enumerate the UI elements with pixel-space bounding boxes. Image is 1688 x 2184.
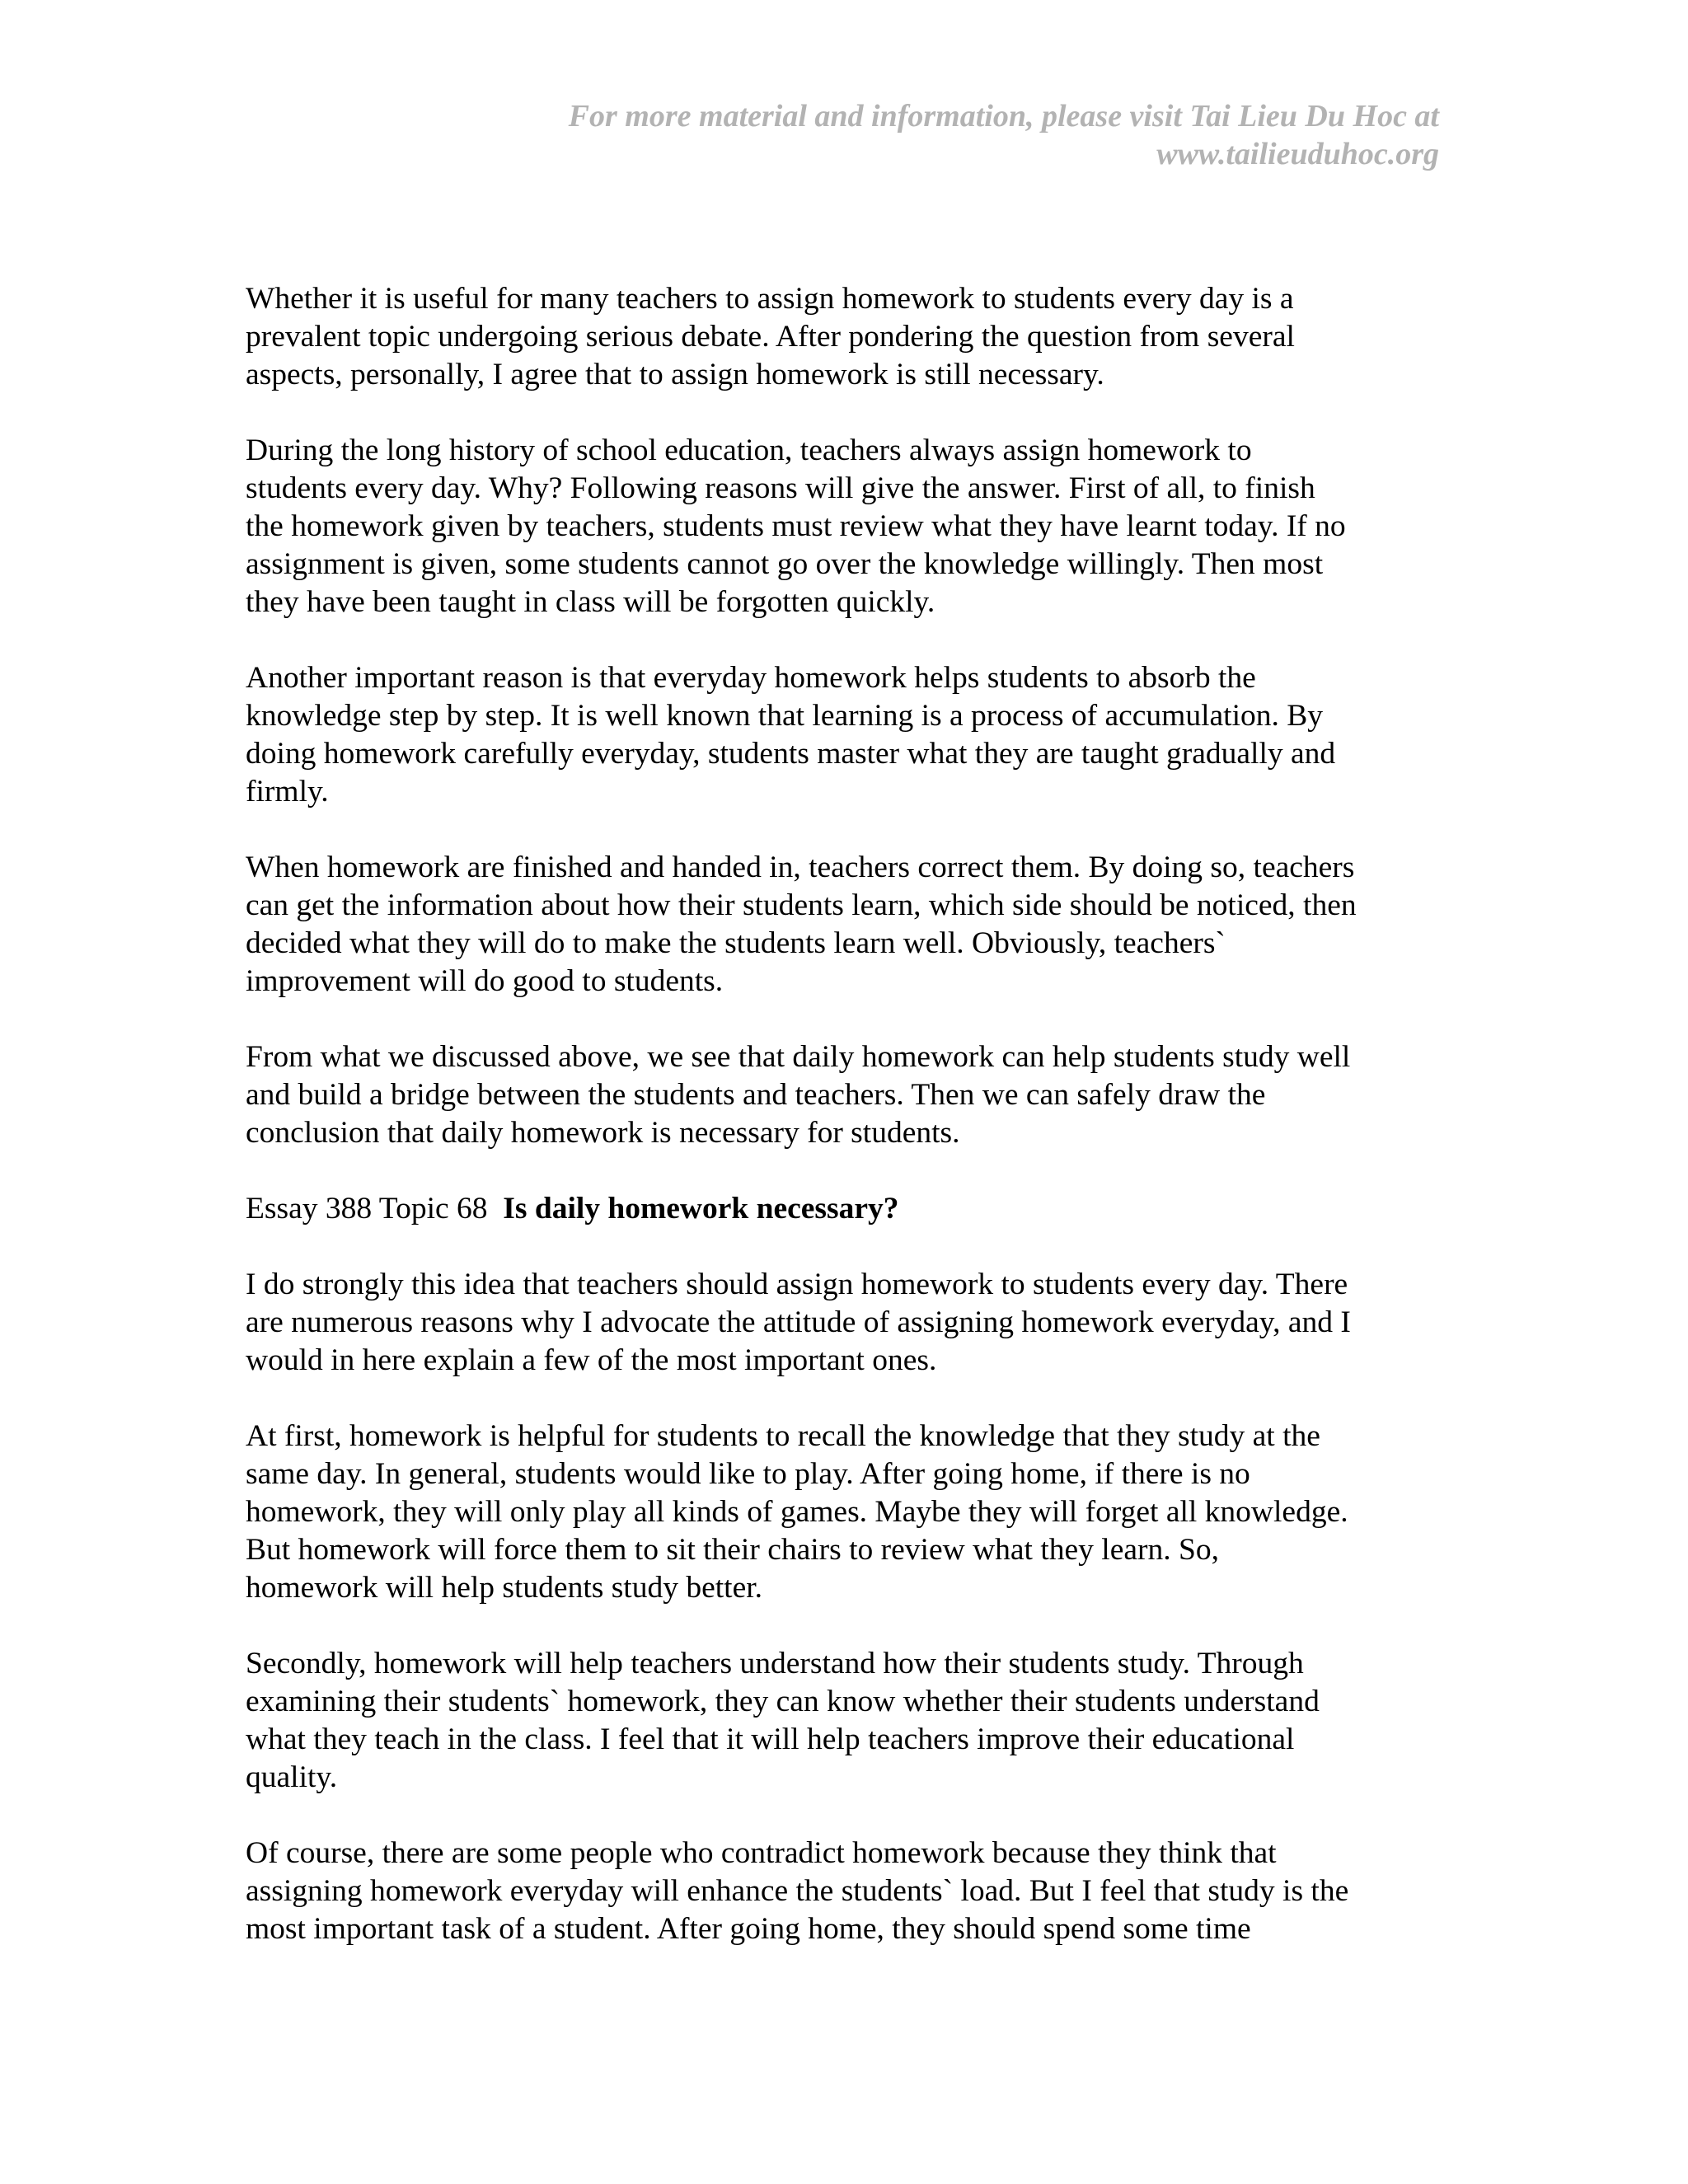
paragraph: Of course, there are some people who contradict homework because they think that assigning homework everyday will enhance the students` load. But I feel that study is the most important task of a student. After going home, they should spend some time [246,1836,1349,1946]
essay-heading [246,1190,1449,1228]
paragraph: Secondly, homework will help teachers understand how their students study. Through examining their students` homework, they can know whether their students understand what they teach in the class. I feel that it will help teachers improve their educational quality. [246,1647,1320,1794]
essay-title: Is daily homework necessary? [503,1192,899,1226]
paragraph: Whether it is useful for many teachers to assign homework to students every day is a prevalent topic undergoing serious debate. After pondering the question from several aspects, personally, I agree that to assign homework is still necessary. [246,282,1295,391]
paragraph: Another important reason is that everyday homework helps students to absorb the knowledge step by step. It is well known that learning is a process of accumulation. By doing homework carefully everyday, students master what they are taught gradually and firmly. [246,661,1336,808]
header-website: www.tailieuduhoc.org [1156,137,1439,171]
paragraph: When homework are finished and handed in, teachers correct them. By doing so, teachers can get the information about how their students learn, which side should be noticed, then decided what they will do to make the students learn well. Obviously, teachers` improvement will do good to students. [246,851,1357,998]
paragraph: At first, homework is helpful for students to recall the knowledge that they study at the same day. In general, students would like to play. After going home, if there is no homework, they will only play all kinds of games. Maybe they will forget all knowledge. But homework will force them to sit their chairs to review what they learn. So, homework will help students study better. [246,1419,1348,1605]
header-line-1: For more material and information, please visit Tai Lieu Du Hoc at [568,99,1439,134]
paragraph: From what we discussed above, we see that daily homework can help students study well and build a bridge between the students and teachers. Then we can safely draw the conclusion that daily homework is necessary for students. [246,1040,1351,1150]
page-header [285,97,1439,173]
essay-label: Essay 388 Topic 68 [246,1192,488,1226]
paragraph: During the long history of school education, teachers always assign homework to students every day. Why? Following reasons will give the answer. First of all, to finish the homework given by teachers, students must review what they have learnt today. If no assignment is given, some students cannot go over the knowledge willingly. Then most they have been taught in class will be forgotten quickly. [246,434,1346,619]
paragraph: I do strongly this idea that teachers should assign homework to students every day. There are numerous reasons why I advocate the attitude of assigning homework everyday, and I would in here explain a few of the most important ones. [246,1268,1351,1377]
document-body [246,280,1449,1986]
